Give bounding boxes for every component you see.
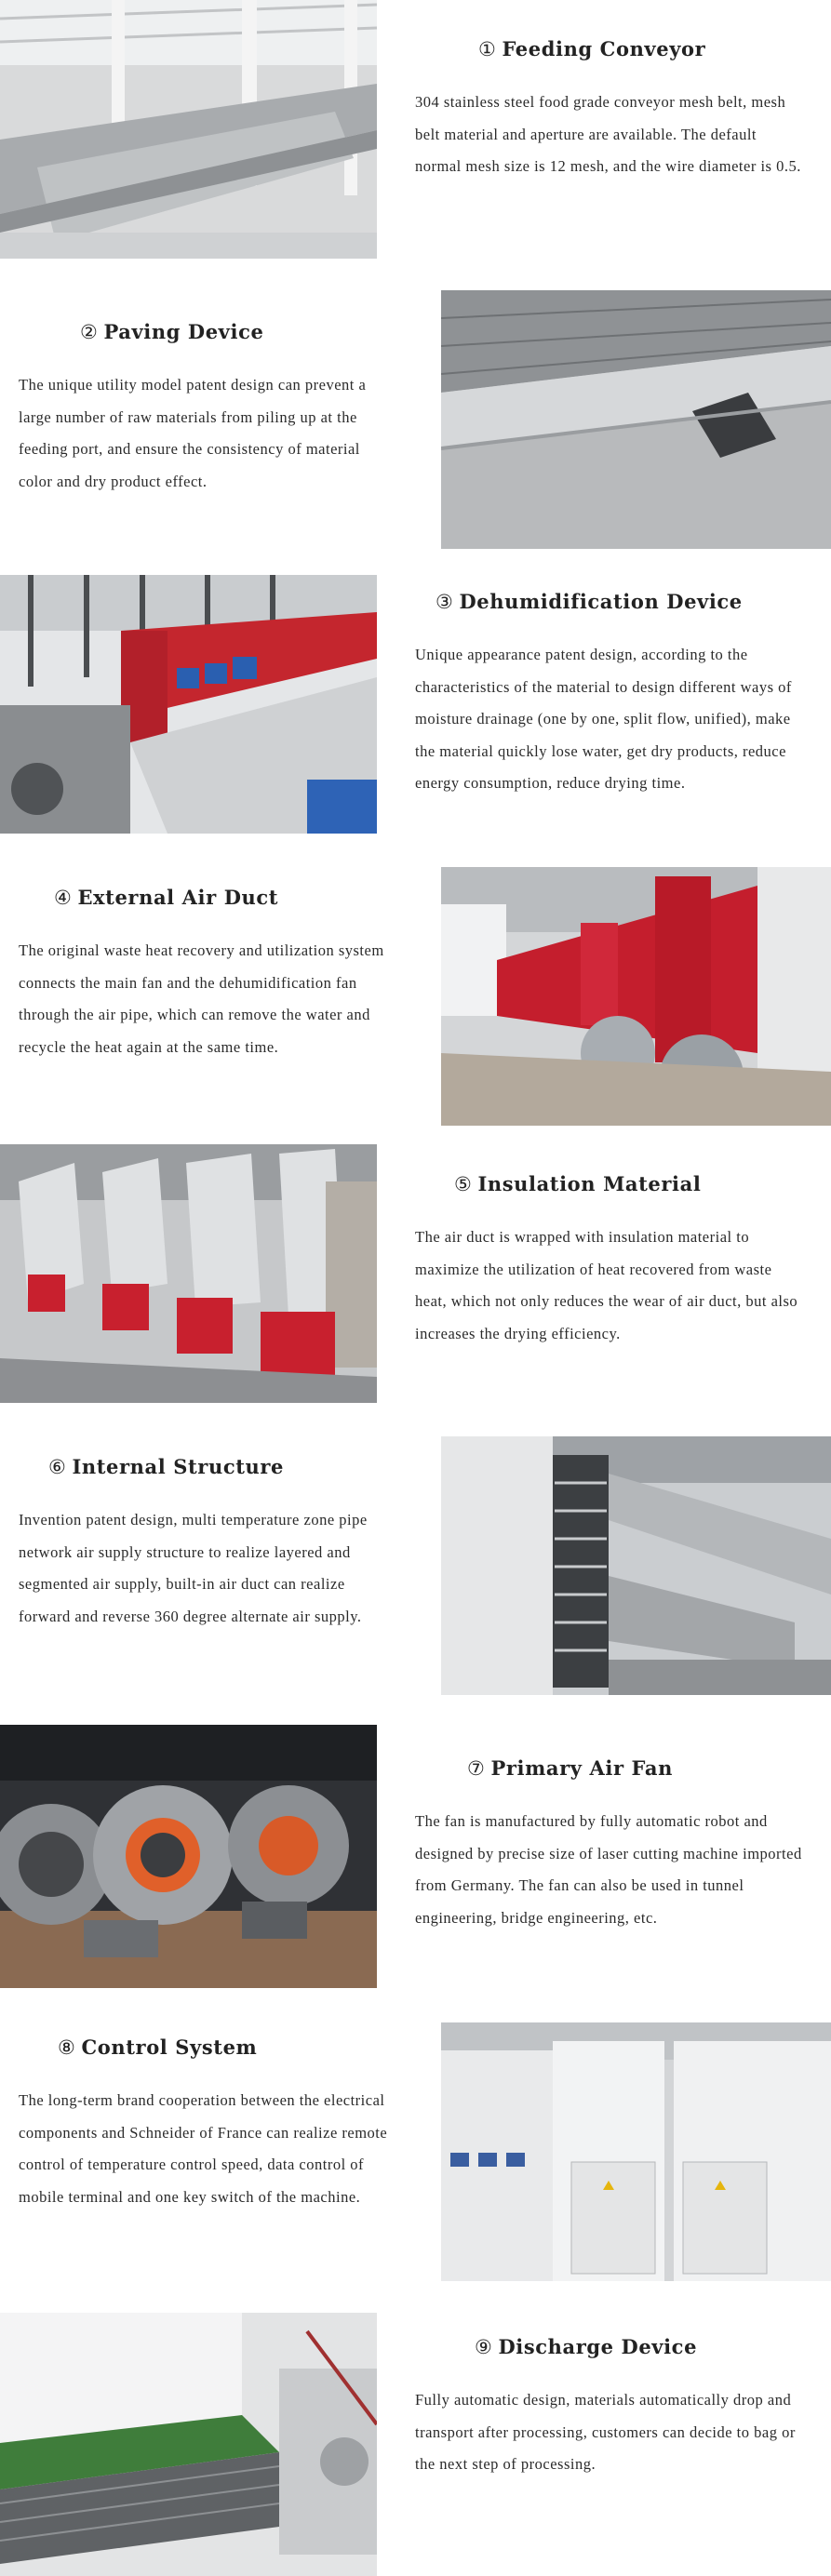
paving-device-photo [441,290,831,549]
control-system-photo [441,2022,831,2281]
external-air-duct-text [19,886,391,1063]
external-air-duct-title: ④ External Air Duct [54,886,279,909]
dehumidification-device-title: ③ Dehumidification Device [436,590,743,613]
section-insulation-material [0,1142,831,1421]
section-paving-device [0,288,831,567]
dehumidification-device-description: Unique appearance patent design, according to the characteristics of the material to design different ways of moisture drainage (one by one, split flow, unified), make the material quickly lose water, get dry products, reduce energy consumption, reduce drying time. [415,646,792,792]
internal-structure-title: ⑥ Internal Structure [48,1455,284,1478]
feeding-conveyor-photo [0,0,377,259]
section-feeding-conveyor [0,0,831,270]
insulation-material-title: ⑤ Insulation Material [454,1172,702,1195]
dehumidification-device-photo [0,575,377,834]
control-system-title: ⑧ Control System [58,2035,258,2059]
paving-device-title: ② Paving Device [80,320,264,343]
feeding-conveyor-description: 304 stainless steel food grade conveyor mesh belt, mesh belt material and aperture are available. The default normal mesh size is 12 mesh, and the wire diameter is 0.5. [415,93,801,175]
primary-air-fan-description: The fan is manufactured by fully automatic robot and designed by precise size of laser cutting machine imported from Germany. The fan can also be used in tunnel engineering, bridge engineering, etc. [415,1812,802,1927]
section-discharge-device [0,2311,831,2576]
feeding-conveyor-title: ① Feeding Conveyor [478,37,706,60]
discharge-device-description: Fully automatic design, materials automatically drop and transport after processing, customers can decide to bag or the next step of processing. [415,2391,796,2473]
discharge-device-text [415,2335,806,2481]
section-external-air-duct [0,865,831,1144]
external-air-duct-photo [441,867,831,1126]
primary-air-fan-photo [0,1725,377,1988]
insulation-material-description: The air duct is wrapped with insulation material to maximize the utilization of heat recovered from waste heat, which not only reduces the wear of air duct, but also increases the drying efficiency. [415,1228,798,1342]
internal-structure-text [19,1455,391,1633]
control-system-description: The long-term brand cooperation between the electrical components and Schneider of France can realize remote control of temperature control speed, data control of mobile terminal and one key switch of the machine. [19,2091,388,2206]
insulation-material-photo [0,1144,377,1403]
primary-air-fan-title: ⑦ Primary Air Fan [467,1756,673,1780]
paving-device-description: The unique utility model patent design can prevent a large number of raw materials from piling up at the feeding port, and ensure the consistency of material color and dry product effect. [19,376,367,490]
internal-structure-description: Invention patent design, multi temperature zone pipe network air supply structure to realize layered and segmented air supply, built-in air duct can realize forward and reverse 360 degree alternate air supply. [19,1511,368,1625]
section-control-system [0,2019,831,2298]
internal-structure-photo [441,1436,831,1695]
feeding-conveyor-text [415,37,806,183]
section-internal-structure [0,1435,831,1714]
discharge-device-title: ⑨ Discharge Device [475,2335,698,2358]
external-air-duct-description: The original waste heat recovery and utilization system connects the main fan and the dehumidification fan through the air pipe, which can remove the water and recycle the heat again at the same time. [19,941,384,1056]
dehumidification-device-text [415,590,806,800]
primary-air-fan-text [415,1756,806,1934]
discharge-device-photo [0,2313,377,2576]
insulation-material-text [415,1172,806,1350]
section-primary-air-fan [0,1725,831,2004]
control-system-text [19,2035,391,2213]
section-dehumidification-device [0,573,831,852]
paving-device-text [19,320,382,498]
